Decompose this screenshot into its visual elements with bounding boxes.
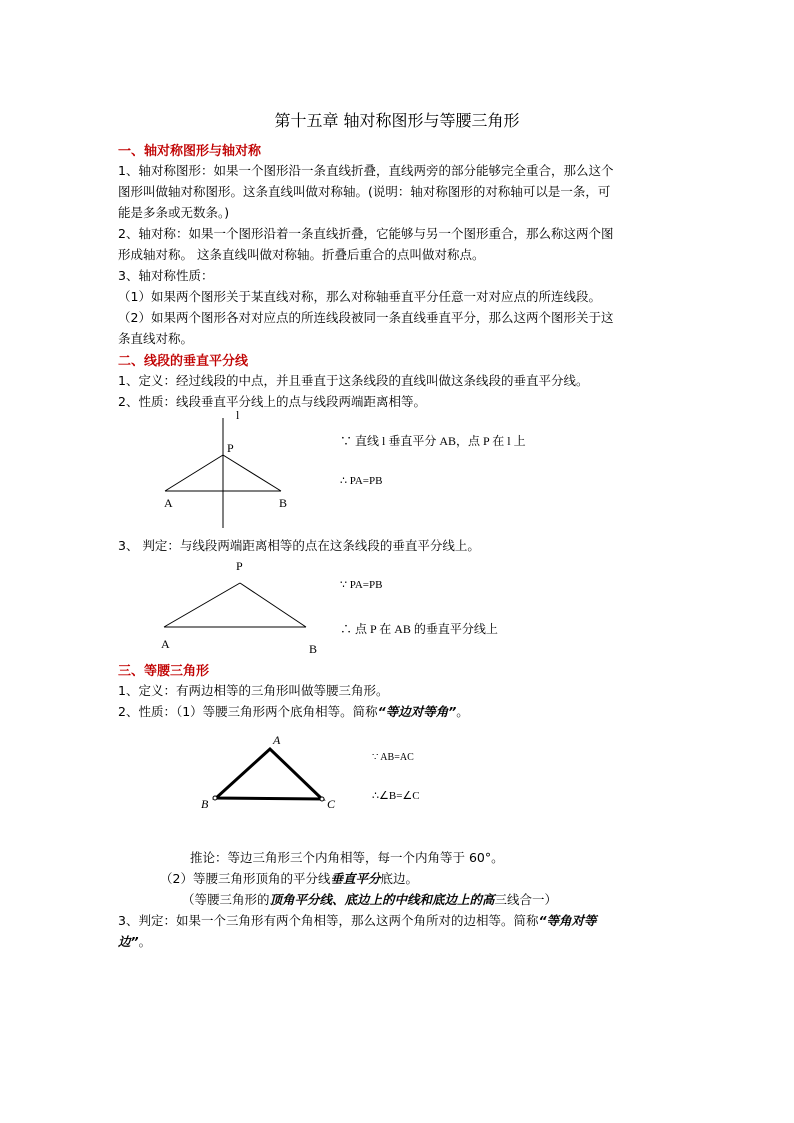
property-1-end: 。 <box>456 704 469 719</box>
paragraph-isosceles-property-2 <box>160 869 418 887</box>
proof-because-2: ∵ PA=PB <box>340 579 383 591</box>
paragraph-property-1: （1）如果两个图形关于某直线对称，那么对称轴垂直平分任意一对对应点的所连线段。 <box>118 289 601 304</box>
paragraph-axisymmetric-figure-line-3: 能是多条或无数条。) <box>118 205 230 220</box>
paragraph-property-2-line-1: （2）如果两个图形各对对应点的所连线段被同一条直线垂直平分，那么这两个图形关于这 <box>118 310 614 325</box>
label-l: l <box>236 408 240 422</box>
segment-pa-2 <box>164 583 240 627</box>
paragraph-isosceles-definition: 1、定义：有两边相等的三角形叫做等腰三角形。 <box>118 683 389 698</box>
label-a-2: A <box>161 637 170 651</box>
paragraph-axisymmetric-figure-line-2: 图形叫做轴对称图形。这条直线叫做对称轴。(说明：轴对称图形的对称轴可以是一条，可 <box>118 184 611 199</box>
label-vertex-a: A <box>273 733 281 747</box>
label-vertex-b: B <box>201 797 209 811</box>
paragraph-bisector-criterion: 3、 判定：与线段两端距离相等的点在这条线段的垂直平分线上。 <box>118 538 480 553</box>
property-2-text: （2）等腰三角形顶角的平分线 <box>160 871 331 886</box>
criterion-abbreviation-part-2: 边” <box>118 934 139 949</box>
three-lines-prefix: （等腰三角形的 <box>182 892 270 907</box>
paragraph-symmetry-properties: 3、轴对称性质： <box>118 268 214 283</box>
proof-because-1: ∵ 直线 l 垂直平分 AB，点 P 在 l 上 <box>340 434 526 448</box>
label-b: B <box>279 496 288 510</box>
proof-therefore-1: ∴ PA=PB <box>340 475 383 487</box>
proof-because-3: ∵ AB=AC <box>372 752 414 763</box>
paragraph-isosceles-property-1 <box>118 702 469 720</box>
proof-therefore-2: ∴ 点 P 在 AB 的垂直平分线上 <box>340 622 498 636</box>
label-a: A <box>164 496 173 510</box>
paragraph-three-lines-coincide <box>182 890 557 908</box>
three-lines-emphasis: 顶角平分线、底边上的中线和底边上的高 <box>269 892 495 907</box>
triangle-abc <box>216 749 322 799</box>
proof-therefore-3: ∴∠B=∠C <box>372 790 420 802</box>
property-2-end: 底边。 <box>380 871 418 886</box>
segment-pa <box>165 455 223 491</box>
criterion-end: 。 <box>138 934 152 949</box>
criterion-text: 3、判定：如果一个三角形有两个角相等，那么这两个角所对的边相等。简称 <box>118 913 539 928</box>
label-vertex-c: C <box>327 797 336 811</box>
paragraph-bisector-property: 2、性质：线段垂直平分线上的点与线段两端距离相等。 <box>118 394 426 409</box>
paragraph-isosceles-criterion-line-1 <box>118 911 597 929</box>
vertex-b-dot <box>213 796 217 800</box>
paragraph-axial-symmetry-line-2: 形成轴对称。 这条直线叫做对称轴。折叠后重合的点叫做对称点。 <box>118 247 485 262</box>
criterion-abbreviation-part-1: “等角对等 <box>538 913 597 928</box>
property-2-emphasis: 垂直平分 <box>330 871 381 886</box>
paragraph-isosceles-criterion-line-2 <box>118 932 151 950</box>
paragraph-property-2-line-2: 条直线对称。 <box>118 331 194 346</box>
property-1-abbreviation: “等边对等角” <box>377 704 457 719</box>
section-heading-axial-symmetry: 一、轴对称图形与轴对称 <box>118 144 262 159</box>
section-heading-isosceles-triangle: 三、等腰三角形 <box>118 664 210 679</box>
paragraph-corollary: 推论：等边三角形三个内角相等，每一个内角等于 60°。 <box>190 850 504 865</box>
paragraph-axial-symmetry-line-1: 2、轴对称：如果一个图形沿着一条直线折叠，它能够与另一个图形重合，那么称这两个图 <box>118 226 614 241</box>
vertex-c-dot <box>320 797 324 801</box>
label-p-2: P <box>236 559 243 573</box>
page-title: 第十五章 轴对称图形与等腰三角形 <box>274 111 520 130</box>
paragraph-bisector-definition: 1、定义：经过线段的中点，并且垂直于这条线段的直线叫做这条线段的垂直平分线。 <box>118 373 589 388</box>
property-1-text: 2、性质：（1）等腰三角形两个底角相等。简称 <box>118 704 378 719</box>
segment-pb <box>223 455 281 491</box>
section-heading-perpendicular-bisector: 二、线段的垂直平分线 <box>118 354 249 369</box>
three-lines-suffix: 三线合一） <box>494 892 558 907</box>
label-p: P <box>227 441 234 455</box>
segment-pb-2 <box>240 583 306 627</box>
label-b-2: B <box>309 642 318 656</box>
paragraph-axisymmetric-figure-line-1: 1、轴对称图形：如果一个图形沿一条直线折叠，直线两旁的部分能够完全重合，那么这个 <box>118 163 614 178</box>
